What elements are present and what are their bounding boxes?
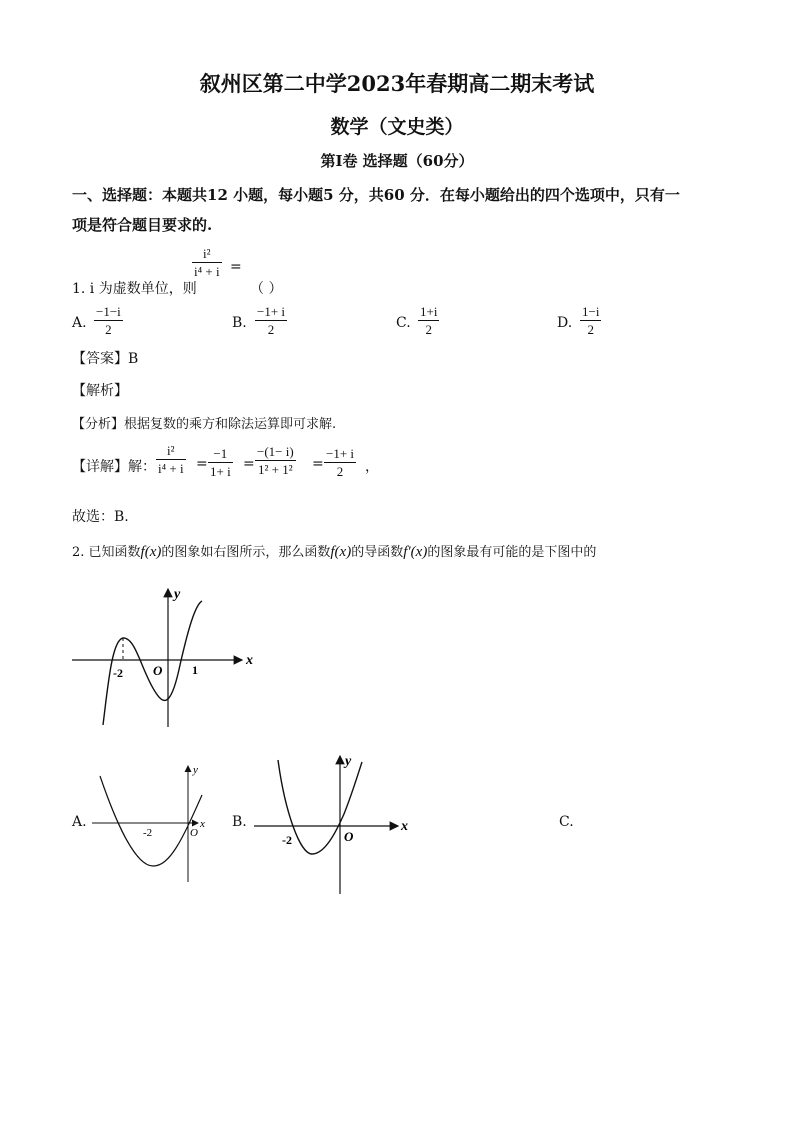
- q1-option-a-num: −1−i: [96, 304, 121, 319]
- q2-text-b: 的图象如右图所示，那么函数: [161, 545, 331, 560]
- q2-main-tick-neg: -2: [113, 666, 123, 680]
- q2-option-b-label: B.: [232, 814, 247, 830]
- q1-option-d-fraction: [580, 304, 601, 337]
- q1-detail-step-2-den: 1+ i: [210, 464, 231, 479]
- q1-detail-step-4-den: 2: [336, 464, 344, 479]
- q1-detail-eq-2: =: [243, 456, 255, 472]
- q1-detail-step-2: [208, 446, 233, 479]
- q2-text-a: 2. 已知函数: [72, 545, 141, 560]
- q1-detail-step-3-num: −(1− i): [257, 444, 294, 459]
- q2-option-b-tick: -2: [282, 833, 292, 847]
- q1-option-c-den: 2: [425, 322, 432, 337]
- q1-detail-step-3-den: 1² + 1²: [258, 462, 293, 477]
- q1-option-d-den: 2: [587, 322, 594, 337]
- q1-option-c-label: C.: [396, 315, 411, 331]
- q1-option-c-fraction: [418, 304, 439, 337]
- q2-option-a-graph: [90, 760, 210, 885]
- q2-fx: f(x): [140, 544, 162, 560]
- q1-option-c-num: 1+i: [420, 304, 438, 319]
- q1-option-a-den: 2: [105, 322, 112, 337]
- q1-option-d-num: 1−i: [582, 304, 600, 319]
- q2-main-tick-pos: 1: [192, 663, 198, 677]
- q2-option-b-y-label: y: [345, 754, 352, 769]
- q1-option-d-label: D.: [557, 315, 573, 331]
- q1-stem: 1. i 为虚数单位，则: [72, 281, 197, 297]
- q1-frac-num: i²: [203, 246, 211, 261]
- q1-option-b-num: −1+ i: [257, 304, 286, 319]
- q1-detail-step-2-num: −1: [213, 446, 228, 461]
- q1-analysis-head: 【解析】: [72, 383, 128, 399]
- q1-equals: =: [230, 259, 242, 275]
- q1-detail-step-3: [255, 444, 296, 477]
- q2-option-b-graph: [250, 752, 415, 897]
- instructions-line1: 一、选择题：本题共12 小题，每小题5 分，共60 分．在每小题给出的四个选项中，只有一: [72, 186, 680, 204]
- section-heading: 第I卷 选择题（60分）: [320, 152, 474, 170]
- q1-detail-comma: ，: [365, 459, 379, 475]
- q2-fx-2: f(x): [330, 544, 352, 560]
- q1-fraction: [192, 246, 222, 279]
- q2-option-b-origin: O: [344, 829, 354, 844]
- q2-option-a-label: A.: [72, 814, 87, 830]
- q1-detail-eq-3: =: [312, 456, 324, 472]
- q2-text-d: 的图象最有可能的是下图中的: [427, 545, 597, 560]
- instructions-line2: 项是符合题目要求的.: [72, 216, 213, 234]
- q2-option-c-label: C.: [559, 814, 574, 830]
- q1-frac-den: i⁴ + i: [194, 264, 220, 279]
- exam-subtitle: 数学（文史类）: [330, 116, 464, 138]
- exam-title: 叙州区第二中学2023年春期高二期末考试: [199, 71, 595, 96]
- q1-option-b-den: 2: [267, 322, 275, 337]
- q2-main-y-label: y: [174, 587, 181, 602]
- q1-detail-step-1: [156, 443, 186, 476]
- q1-option-b-label: B.: [232, 315, 247, 331]
- q1-choice: 故选：B.: [72, 509, 129, 525]
- q1-detail-step-1-den: i⁴ + i: [158, 461, 184, 476]
- q2-stem: [72, 541, 596, 561]
- q2-main-origin: O: [153, 663, 163, 678]
- q1-detail-prefix: 【详解】解：: [72, 459, 156, 475]
- q1-detail-step-4-num: −1+ i: [326, 446, 355, 461]
- q1-detail-step-4: [324, 446, 356, 479]
- q2-fpx: f′(x): [403, 544, 428, 560]
- q2-option-a-tick: -2: [143, 827, 153, 839]
- q2-main-graph: [70, 585, 260, 730]
- q1-detail-eq-1: =: [196, 456, 208, 472]
- q2-option-a-x-label: x: [200, 818, 205, 830]
- q2-main-x-label: x: [246, 653, 253, 668]
- q1-option-a-label: A.: [72, 315, 87, 331]
- q1-detail-step-1-num: i²: [167, 443, 175, 458]
- q2-option-a-origin: O: [190, 827, 198, 839]
- q2-option-a-curve: [100, 776, 202, 866]
- q1-answer: 【答案】B: [72, 351, 139, 367]
- q2-option-a-y-label: y: [193, 764, 198, 776]
- q2-text-c: 的导函数: [351, 545, 404, 560]
- q1-analysis: 【分析】根据复数的乘方和除法运算即可求解.: [72, 417, 337, 432]
- q1-option-a-fraction: [94, 304, 123, 337]
- q2-option-b-x-label: x: [401, 819, 408, 834]
- q1-option-b-fraction: [255, 304, 287, 337]
- q1-paren: （ ）: [250, 281, 283, 297]
